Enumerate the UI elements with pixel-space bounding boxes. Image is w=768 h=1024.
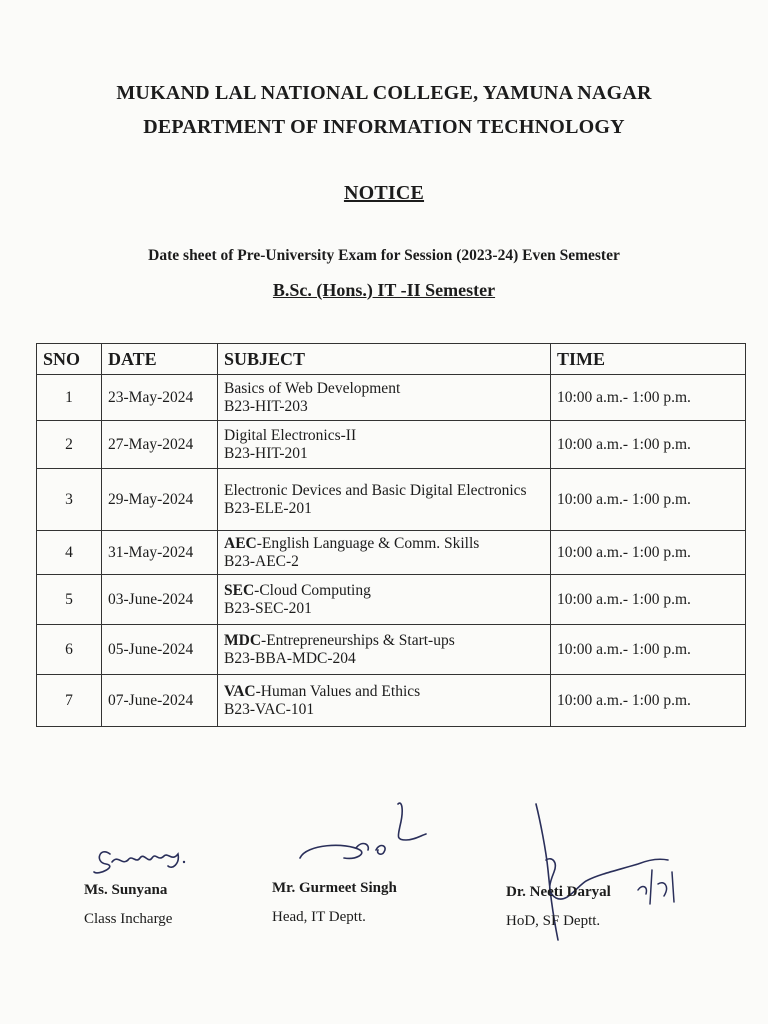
header-subject: SUBJECT — [218, 344, 551, 375]
table-header-row — [37, 344, 746, 375]
signatory-role: Head, IT Deptt. — [272, 909, 366, 925]
header-date: DATE — [102, 344, 218, 375]
table-row — [37, 469, 746, 531]
row-date: 29-May-2024 — [102, 469, 218, 531]
subject-title: Digital Electronics-II — [224, 426, 357, 444]
table-row — [37, 625, 746, 675]
signatory-name: Ms. Sunyana — [84, 882, 168, 898]
row-date: 05-June-2024 — [102, 625, 218, 675]
row-time: 10:00 a.m.- 1:00 p.m. — [551, 675, 746, 727]
table-row — [37, 575, 746, 625]
signatory-role: Class Incharge — [84, 911, 173, 927]
row-sno: 3 — [37, 469, 102, 531]
row-sno: 5 — [37, 575, 102, 625]
subject-code: B23-BBA-MDC-204 — [224, 649, 356, 667]
subject-code: B23-SEC-201 — [224, 599, 312, 617]
datesheet-line: Date sheet of Pre-University Exam for Session (2023-24) Even Semester — [148, 247, 620, 264]
row-subject — [218, 625, 551, 675]
signatory-role: HoD, SF Deptt. — [506, 913, 601, 929]
row-date: 07-June-2024 — [102, 675, 218, 727]
subject-title: -Human Values and Ethics — [255, 682, 421, 700]
subject-code: B23-AEC-2 — [224, 552, 299, 570]
row-subject — [218, 375, 551, 421]
row-subject — [218, 575, 551, 625]
signatory-name: Mr. Gurmeet Singh — [272, 880, 397, 896]
subject-code: B23-VAC-101 — [224, 700, 315, 718]
notice-title: NOTICE — [343, 182, 425, 204]
table-row — [37, 375, 746, 421]
subject-code: B23-ELE-201 — [224, 499, 312, 517]
department-name: DEPARTMENT OF INFORMATION TECHNOLOGY — [143, 116, 625, 138]
row-time: 10:00 a.m.- 1:00 p.m. — [551, 531, 746, 575]
header-time: TIME — [551, 344, 746, 375]
signature-sunyana — [92, 840, 202, 880]
course-title: B.Sc. (Hons.) IT -II Semester — [272, 280, 496, 300]
subject-prefix: VAC — [224, 682, 256, 700]
subject-title: -English Language & Comm. Skills — [256, 534, 480, 552]
row-date: 27-May-2024 — [102, 421, 218, 469]
row-sno: 4 — [37, 531, 102, 575]
table-row — [37, 531, 746, 575]
row-sno: 7 — [37, 675, 102, 727]
exam-schedule-table — [36, 343, 746, 727]
subject-title: -Cloud Computing — [254, 581, 371, 599]
signatory-class-incharge — [84, 882, 172, 928]
table-row — [37, 675, 746, 727]
table-row — [37, 421, 746, 469]
row-subject — [218, 421, 551, 469]
signatory-head — [272, 880, 397, 926]
row-date: 31-May-2024 — [102, 531, 218, 575]
college-name: MUKAND LAL NATIONAL COLLEGE, YAMUNA NAGAR — [116, 82, 652, 104]
row-time: 10:00 a.m.- 1:00 p.m. — [551, 375, 746, 421]
subject-code: B23-HIT-201 — [224, 444, 308, 462]
row-subject — [218, 675, 551, 727]
subject-title: Electronic Devices and Basic Digital Electronics — [224, 481, 527, 499]
subject-title: -Entrepreneurships & Start-ups — [261, 631, 455, 649]
header-sno: SNO — [37, 344, 102, 375]
signature-gurmeet — [296, 796, 436, 876]
row-sno: 6 — [37, 625, 102, 675]
row-subject — [218, 469, 551, 531]
subject-prefix: MDC — [224, 631, 262, 649]
subject-title: Basics of Web Development — [224, 379, 401, 397]
signatory-hod — [506, 884, 611, 930]
row-date: 03-June-2024 — [102, 575, 218, 625]
row-subject — [218, 531, 551, 575]
row-time: 10:00 a.m.- 1:00 p.m. — [551, 575, 746, 625]
row-time: 10:00 a.m.- 1:00 p.m. — [551, 469, 746, 531]
row-date: 23-May-2024 — [102, 375, 218, 421]
row-sno: 1 — [37, 375, 102, 421]
row-sno: 2 — [37, 421, 102, 469]
row-time: 10:00 a.m.- 1:00 p.m. — [551, 421, 746, 469]
row-time: 10:00 a.m.- 1:00 p.m. — [551, 625, 746, 675]
subject-prefix: SEC — [224, 581, 255, 599]
subject-code: B23-HIT-203 — [224, 397, 308, 415]
subject-prefix: AEC — [224, 534, 257, 552]
signatory-name: Dr. Neeti Daryal — [506, 884, 611, 900]
